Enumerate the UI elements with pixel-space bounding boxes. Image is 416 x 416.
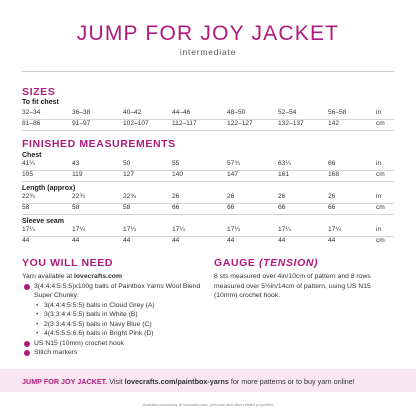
gauge-text: 8 sts measured over 4in/10cm of pattern and 8 rows measured over 5½in/14cm of pattern, using US N15 (10mm) crochet hook. — [214, 273, 371, 299]
colour-item: • 4(4:5:5:5:6:6) balls in Bright Pink (D) — [22, 329, 202, 339]
chest-row-cm: 105 119 127 140 147 161 168 cm — [22, 171, 394, 182]
chest-row-in: 41¼ 43 50 55 57¾ 63¼ 66 in — [22, 160, 394, 171]
you-will-need-section — [22, 257, 202, 358]
chest-label: Chest — [22, 152, 42, 159]
skill-level: intermediate — [179, 47, 237, 57]
length-label: Length (approx) — [22, 185, 76, 192]
sizes-heading: SIZES — [22, 86, 56, 98]
colour-item: • 3(4:4:4:5:5:5) balls in Cloud Grey (A) — [22, 301, 202, 311]
gauge-heading: GAUGE (TENSION) — [214, 257, 319, 269]
gauge-section — [214, 257, 396, 301]
markers-requirement: Stitch markers — [22, 348, 202, 358]
measurements-heading: FINISHED MEASUREMENTS — [22, 138, 176, 150]
sleeve-row-cm: 44 44 44 44 44 44 44 cm — [22, 237, 385, 244]
sizes-row-cm: 81–86 91–97 102–107 112–117 122–127 132–137 142 cm — [22, 120, 394, 131]
footer-link[interactable]: lovecrafts.com/paintbox-yarns — [124, 377, 229, 386]
footer-pattern-name: JUMP FOR JOY JACKET. — [22, 377, 108, 386]
bullet-dot-icon — [24, 341, 30, 347]
bullet-dot-icon — [24, 350, 30, 356]
yarn-availability: Yarn available at lovecrafts.com — [22, 273, 122, 280]
to-fit-chest-label: To fit chest — [22, 99, 59, 106]
you-will-need-heading: YOU WILL NEED — [22, 257, 114, 269]
yarn-requirement: 3(4:4:4:5:5:5)x100g balls of Paintbox Yarns Wool Blend Super Chunky: — [22, 282, 202, 301]
colour-item: • 3(3:3:4:4:5:5) balls in White (B) — [22, 310, 202, 320]
footer-cta: JUMP FOR JOY JACKET. Visit lovecrafts.com/paintbox-yarns for more patterns or to buy yarn online! — [22, 377, 355, 386]
sizes-row-in: 32–34 36–38 40–42 44–46 48–50 52–54 56–58 in — [22, 109, 394, 120]
colour-item: • 2(3:3:4:4:5:5) balls in Navy Blue (C) — [22, 320, 202, 330]
sleeve-seam-label: Sleeve seam — [22, 218, 65, 225]
bullet-dot-icon — [24, 284, 30, 290]
length-row-cm: 58 58 58 66 66 66 66 cm — [22, 204, 394, 215]
lovecrafts-link[interactable]: lovecrafts.com — [74, 273, 122, 280]
pattern-title: JUMP FOR JOY JACKET — [76, 22, 340, 45]
hook-requirement: US N15 (10mm) crochet hook — [22, 339, 202, 349]
fineprint: Available exclusively at lovecrafts.com, yarn.com and other related properties — [143, 403, 273, 407]
sleeve-row-in: 17¼ 17¼ 17¼ 17¼ 17¼ 17¼ 17¼ in — [22, 226, 394, 237]
title-divider — [22, 71, 394, 72]
length-row-in: 22¾ 22¾ 22¾ 26 26 26 26 in — [22, 193, 394, 204]
